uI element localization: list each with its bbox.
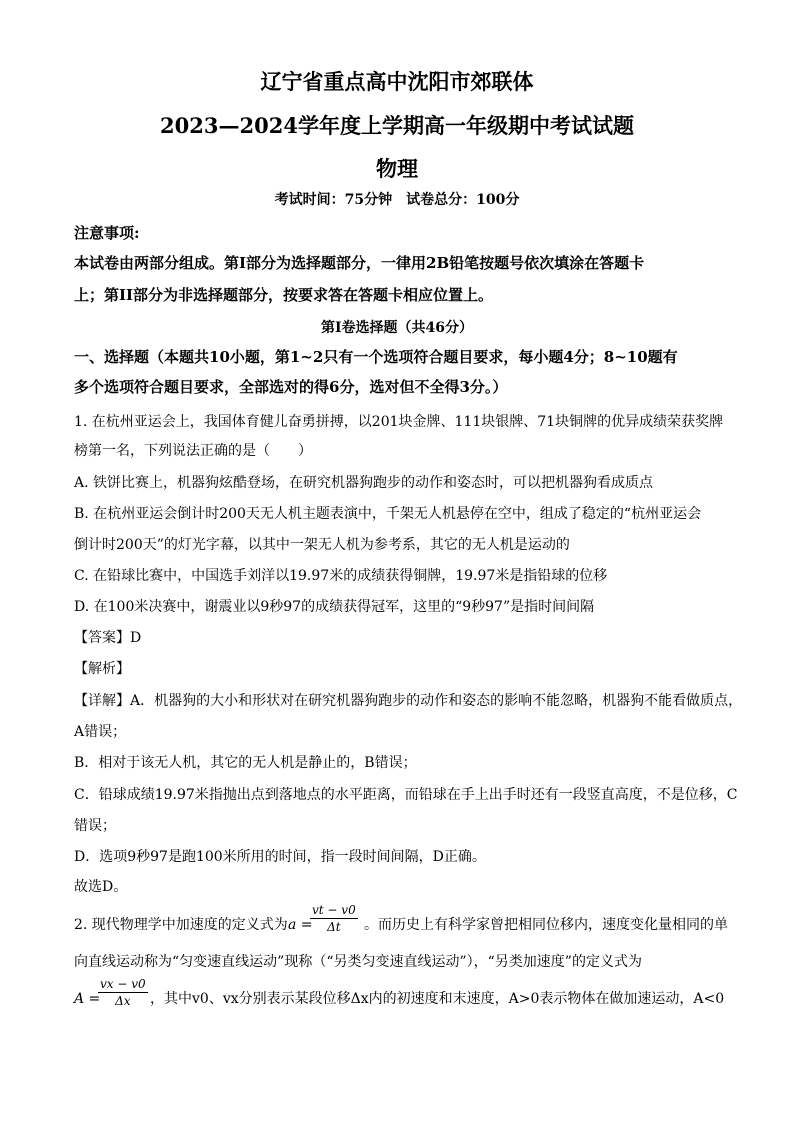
section-title: 第I卷选择题（共46分） — [320, 320, 474, 336]
q1-stem: 榜第一名，下列说法正确的是（ ） — [74, 443, 312, 459]
q1-option-b: B. 在杭州亚运会倒计时200天无人机主题表演中，千架无人机悬停在空中，组成了稳定的“杭州亚运会 — [74, 506, 702, 522]
q2-formula-fraction — [310, 903, 358, 934]
q1-conclusion: 故选D。 — [74, 879, 128, 895]
q2-formula2-denominator: Δx — [115, 994, 131, 1008]
title-exam: 2023—2024学年度上学期高一年级期中考试试题 — [160, 113, 634, 138]
q1-option-c: C. 在铅球比赛中，中国选手刘洋以19.97米的成绩获得铜牌，19.97米是指铅球的位移 — [74, 568, 608, 584]
q1-option-b: 倒计时200天”的灯光字幕，以其中一架无人机为参考系，其它的无人机是运动的 — [74, 537, 570, 553]
title-subject: 物理 — [376, 156, 418, 181]
q1-detail: D．选项9秒97是跑100米所用的时间，指一段时间间隔，D正确。 — [74, 849, 486, 865]
q1-detail: A错误； — [74, 724, 127, 740]
q1-stem: 1. 在杭州亚运会上，我国体育健儿奋勇拼搏，以201块金牌、111块银牌、71块铜牌的优异成绩荣获奖牌 — [74, 414, 724, 430]
q2-formula-denominator: Δt — [327, 920, 341, 934]
section-instruction: 一、选择题（本题共10小题，第1~2只有一个选项符合题目要求，每小题4分；8~10题有 — [74, 348, 678, 366]
notes-line: 本试卷由两部分组成。第I部分为选择题部分，一律用2B铅笔按题号依次填涂在答题卡 — [74, 254, 645, 272]
q2-formula-lhs: a = — [288, 917, 313, 933]
q2-formula2-numerator: vx − v0 — [100, 977, 146, 991]
notes-heading: 注意事项: — [74, 224, 140, 242]
q2-formula2-lhs: A = — [74, 991, 101, 1007]
q2-stem: 2. 现代物理学中加速度的定义式为 — [74, 917, 288, 933]
q1-answer: 【答案】D — [74, 630, 142, 646]
q1-option-d: D. 在100米决赛中，谢震业以9秒97的成绩获得冠军，这里的“9秒97”是指时间间隔 — [74, 599, 595, 615]
section-instruction: 多个选项符合题目要求，全部选对的得6分，选对但不全得3分。） — [74, 378, 508, 396]
notes-line: 上；第II部分为非选择题部分，按要求答在答题卡相应位置上。 — [74, 286, 494, 304]
q2-stem: 。而历史上有科学家曾把相同位移内，速度变化量相同的单 — [364, 917, 728, 933]
title-region: 辽宁省重点高中沈阳市郊联体 — [260, 69, 534, 94]
q2-stem: ，其中v0、vx分别表示某段位移Δx内的初速度和末速度，A>0表示物体在做加速运动，A<0 — [150, 991, 725, 1007]
q1-detail: 错误； — [74, 818, 116, 834]
exam-info: 考试时间：75分钟 试卷总分：100分 — [274, 192, 520, 208]
q2-formula-numerator: vt − v0 — [312, 903, 356, 917]
q1-detail: C．铅球成绩19.97米指抛出点到落地点的水平距离，而铅球在手上出手时还有一段竖直高度，不是位移，C — [74, 787, 738, 803]
q1-detail: 【详解】A．机器狗的大小和形状对在研究机器狗跑步的动作和姿态的影响不能忽略，机器狗不能看做质点， — [74, 693, 743, 709]
q1-detail: B．相对于该无人机，其它的无人机是静止的，B错误； — [74, 755, 417, 771]
q1-option-a: A. 铁饼比赛上，机器狗炫酷登场，在研究机器狗跑步的动作和姿态时，可以把机器狗看成质点 — [74, 475, 654, 491]
q2-formula2-fraction — [98, 977, 148, 1008]
q2-stem: 向直线运动称为“匀变速直线运动”现称（“另类匀变速直线运动”），“另类加速度”的定义式为 — [74, 954, 642, 970]
q1-analysis-label: 【解析】 — [74, 661, 130, 677]
